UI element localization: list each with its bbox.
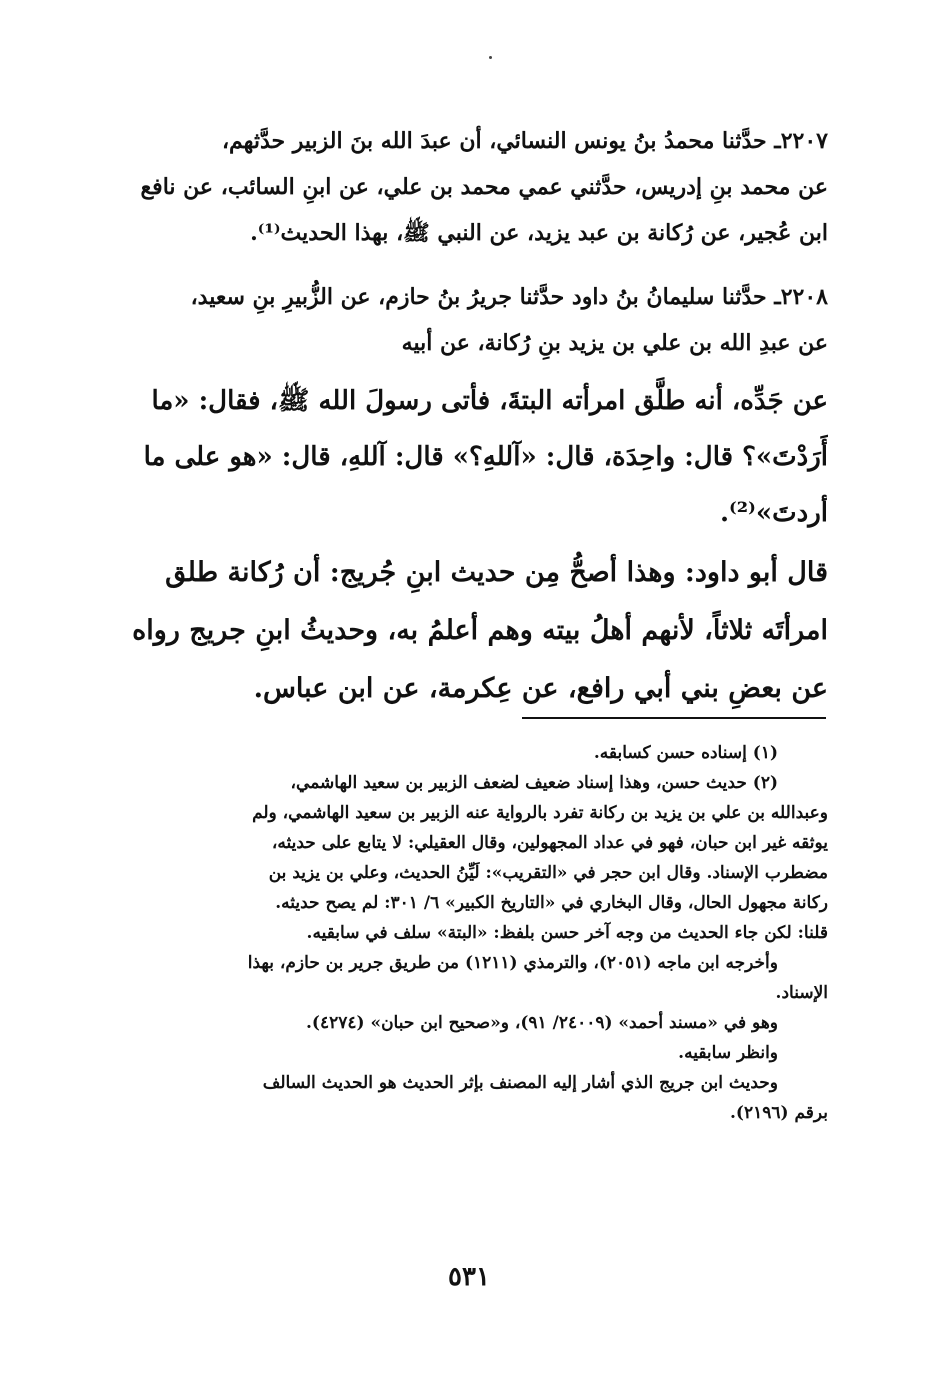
ibn-jurayj-line-1: وحديث ابن جريج الذي أشار إليه المصنف بإثر الحديث هو الحديث السالف — [262, 1073, 778, 1093]
hadith-2207-line-2: عن محمد بنِ إدريس، حدَّثني عمي محمد بن علي، عن ابنِ السائب، عن نافع — [140, 174, 828, 200]
hadith-2208-line-2: عن عبدِ الله بن علي بن يزيد بنِ رُكانة، عن أبيه — [401, 330, 828, 356]
comment-line-3: عن بعضِ بني أبي رافع، عن عِكرمة، عن ابن عباس. — [253, 673, 828, 704]
hadith-2207-line-3: ابن عُجير، عن رُكانة بن عبد يزيد، عن النبي ﷺ، بهذا الحديث⁽¹⁾. — [250, 220, 828, 246]
footnote-2-line-1: (٢) حديث حسن، وهذا إسناد ضعيف لضعف الزبير بن سعيد الهاشمي، — [290, 773, 778, 793]
hadith-2208-isnad — [108, 274, 828, 366]
footnotes — [108, 738, 828, 1128]
musnad-reference: وهو في «مسند أحمد» (٢٤٠٠٩/ ٩١)، و«صحيح ابن حبان» (٤٢٧٤). — [305, 1013, 778, 1033]
footnote-1: (١) إسناده حسن كسابقه. — [593, 743, 778, 763]
ibn-jurayj-line-2: برقم (٢١٩٦). — [729, 1103, 828, 1123]
matn-line-3: أردتَ»⁽²⁾. — [719, 498, 828, 528]
comment-line-1: قال أبو داود: وهذا أصحُّ مِن حديث ابنِ جُريج: أن رُكانة طلق — [165, 557, 828, 588]
footnote-2-line-4: مضطرب الإسناد. وقال ابن حجر في «التقريب»: لَيِّنُ الحديث، وعلي بن يزيد بن — [268, 863, 828, 883]
top-mark — [489, 56, 492, 59]
footnote-2-line-6: قلنا: لكن جاء الحديث من وجه آخر حسن بلفظ: «البتة» سلف في سابقيه. — [306, 923, 828, 943]
hadith-2208-matn — [108, 373, 828, 541]
see-previous: وانظر سابقيه. — [678, 1043, 778, 1063]
footnote-separator — [522, 717, 826, 719]
comment-line-2: امرأتَه ثلاثاً، لأنهم أهلُ بيته وهم أعلمُ به، وحديثُ ابنِ جريج رواه — [132, 615, 828, 646]
page-number: ٥٣١ — [448, 1262, 490, 1292]
footnote-2-line-2: وعبدالله بن علي بن يزيد بن ركانة تفرد بالرواية عنه الزبير بن سعيد الهاشمي، ولم — [252, 803, 828, 823]
hadith-2207 — [108, 118, 828, 256]
takhrij-line-2: الإسناد. — [775, 983, 828, 1003]
abu-dawud-comment — [108, 544, 828, 718]
matn-line-1: عن جَدِّه، أنه طلَّق امرأته البتةَ، فأتى رسولَ الله ﷺ، فقال: «ما — [151, 386, 828, 416]
hadith-2208-line-1: ٢٢٠٨ـ حدَّثنا سليمانُ بنُ داود حدَّثنا جريرُ بنُ حازم، عن الزُّبيرِ بنِ سعيد، — [190, 284, 828, 310]
hadith-2207-line-1: ٢٢٠٧ـ حدَّثنا محمدُ بنُ يونس النسائي، أن عبدَ الله بنَ الزبير حدَّثهم، — [221, 128, 828, 154]
footnote-2-line-3: يوثقه غير ابن حبان، فهو في عداد المجهولين، وقال العقيلي: لا يتابع على حديثه، — [271, 833, 828, 853]
footnote-2-line-5: ركانة مجهول الحال، وقال البخاري في «التاريخ الكبير» ٦/ ٣٠١: لم يصح حديثه. — [275, 893, 828, 913]
takhrij-line-1: وأخرجه ابن ماجه (٢٠٥١)، والترمذي (١٢١١) من طريق جرير بن حازم، بهذا — [247, 953, 778, 973]
matn-line-2: أَرَدْتَ»؟ قال: واحِدَة، قال: «آللهِ؟» قال: آللهِ، قال: «هو على ما — [143, 442, 828, 472]
